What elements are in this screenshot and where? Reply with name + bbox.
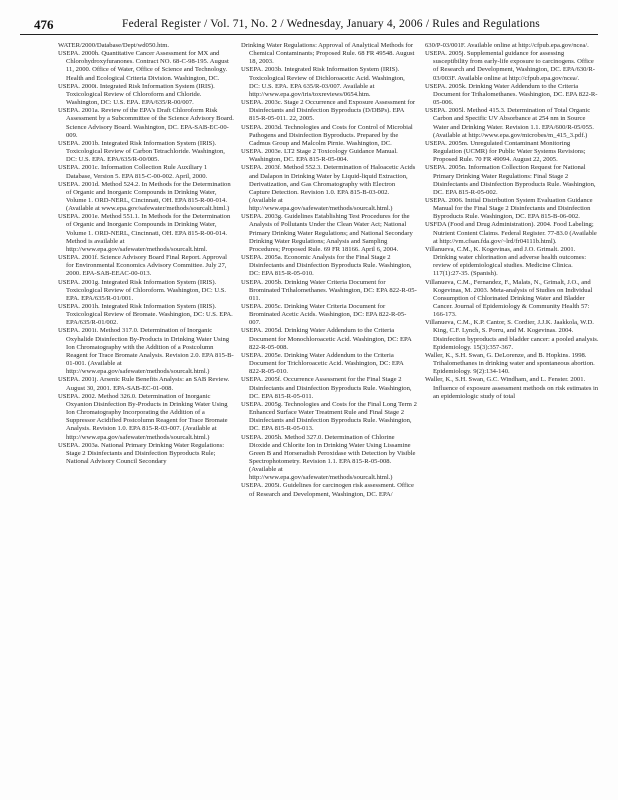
reference-entry: USEPA. 2003e. LT2 Stage 2 Toxicology Guidance Manual. Washington, DC. EPA 815-R-05-004. [241,148,398,164]
reference-column-2 [241,42,417,787]
reference-column-1 [58,42,234,787]
page-header [20,14,598,35]
reference-entry: USEPA. 2005c. Drinking Water Criteria Document for Brominated Acetic Acids. Washington, DC: EPA 822-R-05-007. [241,303,407,327]
reference-entry: USEPA. 2001g. Integrated Risk Information System (IRIS). Toxicological Review of Chloroform. Washington, DC: U.S. EPA. EPA/635/R-01/001. [58,278,227,302]
reference-entry: USEPA. 2005l. Method 415.3. Determination of Total Organic Carbon and Specific UV Absorbance at 254 nm in Source Water and Drinking Water. Revision 1.1. EPA/600/R-05/055. (Available at http://www.epa.gov/microbes/m_415_3.pdf.) [425,107,594,139]
reference-entry: USEPA. 2005m. Unregulated Contaminant Monitoring Regulation (UCMR) for Public Water Systems Revisions; Proposed Rule. 70 FR 49094. August 22, 2005. [425,139,586,164]
reference-entry: USEPA. 2000h. Quantitative Cancer Assessment for MX and Chlorohydroxyfuranones. Contract NO. 68-C-98-195. August 11, 2000. Office of Water, Office of Science and Technology. Health and Ecological Criteria Division. Washington, DC. [58,50,229,82]
reference-entry: USEPA. 2005i. Guidelines for carcinogen risk assessment. Office of Research and Development, Washington, DC. EPA/ [241,482,414,498]
reference-entry: USEPA. 2005a. Economic Analysis for the Final Stage 2 Disinfectants and Disinfection Byproducts Rule. Washington, DC: EPA 815-R-05-010. [241,254,412,278]
reference-entry: USEPA. 2002. Method 326.0. Determination of Inorganic Oxyanion Disinfection By-Products in Drinking Water Using Ion Chromatography Incorporating the Addition of a Suppressor Acidified Postcolumn Reagent for Trace Bromate Analysis. Revision 1.0. EPA 815-R-03-007. (Available at http://www.epa.gov/safewater/methods/sourcalt.html.) [58,392,228,441]
reference-entry: Villanueva, C.M., K. Kogevinas, and J.O. Grimalt. 2001. Drinking water chlorination and adverse health outcomes: review of epidemiological studies. Medicine Clinica. 117(1):27-35. (Spanish). [425,245,587,278]
reference-entry: USEPA. 2001b. Integrated Risk Information System (IRIS). Toxicological Review of Carbon Tetrachloride. Washington, DC: U.S. EPA. EPA/635/R-00/005. [58,139,225,164]
reference-entry: USEPA. 2005f. Occurrence Assessment for the Final Stage 2 Disinfectants and Disinfection Byproducts Rule. Washington, DC. EPA 815-R-05-011. [241,376,412,400]
reference-column-3 [425,42,600,787]
reference-entry: USEPA. 2005e. Drinking Water Addendum to the Criteria Document for Trichloroacetic Acid. Washington, DC: EPA 822-R-05-010. [241,351,404,376]
reference-entry: USEPA. 2003c. Stage 2 Occurrence and Exposure Assessment for Disinfectants and Disinfection Byproducts (D/DBPs). EPA 815-R-05-011. 22, 2005. [241,99,416,123]
reference-entry: USEPA. 2001f. Science Advisory Board Final Report. Approval for Environmental Economics Advisory Committee. July 27, 2000. EPA-SAB-EEAC-00-013. [58,254,227,278]
reference-entry: USFDA (Food and Drug Administration). 2004. Food Labeling; Nutrient Content Claims. Federal Register. 77-83.0 (Available at http://vm.cfsan.fda.gov/~lrd/fr04111b.html). [425,221,597,245]
reference-entry: Waller, K., S.H. Swan, G.C. Windham, and L. Fenster. 2001. Influence of exposure assessment methods on risk estimates in an epidemiologic study of total [425,376,599,400]
reference-entry: USEPA. 2005j. Supplemental guidance for assessing susceptibility from early-life exposure to carcinogens. Office of Research and Development, Washington, DC. EPA/630/R-03/003F. Available online at http://cfpub.epa.gov/ncea/. [425,50,595,82]
reference-entry: USEPA. 2006. Initial Distribution System Evaluation Guidance Manual for the Final Stage 2 Disinfectants and Disinfection Byproducts Rule. Washington, DC. EPA 815-B-06-002. [425,196,593,221]
reference-entry: USEPA. 2001h. Integrated Risk Information System (IRIS). Toxicological Review of Bromate. Washington, DC: U.S. EPA. EPA/635/R-01/002. [58,303,233,327]
reference-entry: Villanueva, C.M., K.P. Cantor, S. Cordier, J.J.K. Jaakkola, W.D. King, C.F. Lynch, S. Porru, and M. Kogevinas. 2004. Disinfection byproducts and bladder cancer: a pooled analysis. Epidemiology. 15(3):357-367. [425,319,599,351]
reference-entry: USEPA. 2005k. Drinking Water Addendum to the Criteria Document for Trihalomethanes. Washington, DC. EPA 822-R-05-006. [425,82,598,107]
reference-entry: USEPA. 2001i. Method 317.0. Determination of Inorganic Oxyhalide Disinfection By-Products in Drinking Water Using Ion Chromatography with the Addition of a Postcolumn Reagent for Trace Bromate Analysis. Revision 2.0. EPA 815-B-01-001. (Available at http://www.epa.gov/safewater/methods/sourcalt.html.) [58,327,234,376]
reference-entry: USEPA. 2003f. Method 552.3. Determination of Haloacetic Acids and Dalapon in Drinking Water by Liquid-liquid Extraction, Derivatization, and Gas Chromatography with Electron Capture Detection. Revision 1.0. EPA 815-B-03-002. (Available at http://www.epa.gov/safewater/methods/sourcalt.html.) [241,164,416,213]
reference-entry: USEPA. 2001d. Method 524.2. In Methods for the Determination of Organic and Inorganic Compounds in Drinking Water, Volume 1. ORD-NERL, Cincinnati, OH. EPA 815-R-00-014. (Available at www.epa.gov/safewater/methods/sourcalt.html.) [58,180,231,213]
reference-entry: USEPA. 2001c. Information Collection Rule Auxiliary 1 Database, Version 5. EPA 815-C-00-002. April, 2000. [58,164,208,180]
reference-entry: Villanueva, C.M., Fernandez, F., Malats, N., Grimalt, J.O., and Kogevinas, M. 2003. Meta-analysis of Studies on Individual Consumption of Chlorinated Drinking Water and Bladder Cancer. Journal of Epidemiology & Community Health 57: 166-173. [425,278,593,319]
reference-entry: USEPA. 2005h. Method 327.0. Determination of Chlorine Dioxide and Chlorite Ion in Drinking Water Using Lissamine Green B and Horseradish Peroxidase with Detection by Visible Spectrophotometry. Revision 1.1. EPA 815-R-05-008. (Available at http://www.epa.gov/safewater/methods/sourcalt.html.) [241,433,416,482]
reference-entry: USEPA. 2005n. Information Collection Request for National Primary Drinking Water Regulations: Final Stage 2 Disinfectants and Disinfection Byproducts Rule. Washington, DC. EPA 815-R-05-002. [425,164,596,196]
reference-entry: USEPA. 2001a. Review of the EPA's Draft Chloroform Risk Assessment by a Subcommittee of the Science Advisory Board. Science Advisory Board. Washington, DC. EPA-SAB-EC-00-009. [58,107,234,139]
reference-entry: USEPA. 2003g. Guidelines Establishing Test Procedures for the Analysis of Pollutants Under the Clean Water Act; National Primary Drinking Water Regulations; and National Secondary Drinking Water Regulations; Analysis and Sampling Procedures; Proposed Rule. 69 FR 18166. April 6, 2004. [241,213,413,253]
reference-entry: USEPA. 2001j. Arsenic Rule Benefits Analysis: an SAB Review. August 30, 2001. EPA-SAB-EC-01-008. [58,376,230,392]
reference-entry: USEPA. 2005g. Technologies and Costs for the Final Long Term 2 Enhanced Surface Water Treatment Rule and Final Stage 2 Disinfectants and Disinfection Byproducts Rule. Washington, DC. EPA 815-R-05-013. [241,400,417,433]
reference-entry: Waller, K., S.H. Swan, G. DeLorenze, and B. Hopkins. 1998. Trihalomethanes in drinking water and spontaneous abortion. Epidemiology. 9(2):134-140. [425,351,595,376]
running-title: Federal Register / Vol. 71, No. 2 / Wednesday, January 4, 2006 / Rules and Regulations [122,18,540,30]
reference-entry: USEPA. 2005b. Drinking Water Criteria Document for Brominated Trihalomethanes. Washington, DC: EPA 822-R-05-011. [241,278,417,302]
reference-entry: USEPA. 2003b. Integrated Risk Information System (IRIS). Toxicological Review of Dichloroacetic Acid. Washington, DC: U.S. EPA. EPA 635/R-03/007. Available at http://www.epa.gov/iris/toxreviews/0654.htm. [241,66,405,98]
reference-entry: USEPA. 2003d. Technologies and Costs for Control of Microbial Pathogens and Disinfection Byproducts. Prepared by the Cadmus Group and Malcolm Pirnie. Washington, DC. [241,123,413,147]
reference-entry: USEPA. 2003a. National Primary Drinking Water Regulations: Stage 2 Disinfectants and Disinfection Byproducts Rule; National Advisory Council Secondary [58,441,225,465]
reference-entry: Drinking Water Regulations: Approval of Analytical Methods for Chemical Contaminants; Proposed Rule. 68 FR 49548. August 18, 2003. [241,42,415,66]
reference-entry: 630/P-03/001F. Available online at http://cfpub.epa.gov/ncea/. [425,42,589,49]
reference-entry: USEPA. 2005d. Drinking Water Addendum to the Criteria Document for Monochloroacetic Acid. Washington, DC: EPA 822-R-05-008. [241,327,412,351]
reference-entry: USEPA. 2000i. Integrated Risk Information System (IRIS). Toxicological Review of Chloroform and Chloride. Washington, DC: U.S. EPA. EPA/635/R-00/007. [58,82,215,107]
page-number: 476 [34,17,54,32]
reference-entry: USEPA. 2001e. Method 551.1. In Methods for the Determination of Organic and Inorganic Compounds in Drinking Water, Volume 1. ORD-NERL, Cincinnati, OH. EPA 815-R-00-014. Method is available at http://www.epa.gov/safewater/methods/sourcalt.html. [58,213,231,253]
reference-entry: WATER/2000/Database/Dept/wd050.htm. [58,42,169,49]
